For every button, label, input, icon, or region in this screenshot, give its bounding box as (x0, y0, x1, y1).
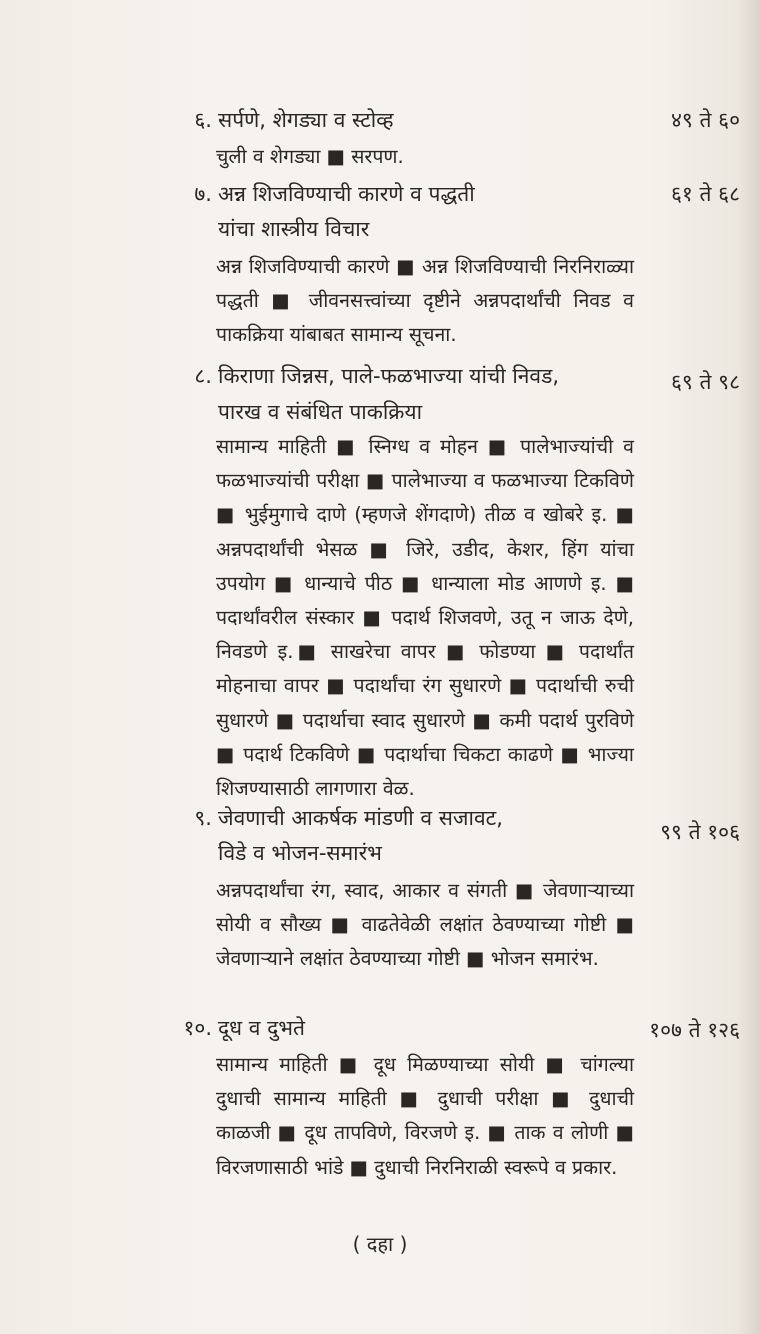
chapter-title: दूध व दुभते (218, 1016, 305, 1040)
chapter-title-line2: यांचा शास्त्रीय विचार (218, 217, 370, 241)
chapter-title-line2: विडे व भोजन-समारंभ (218, 841, 382, 865)
chapter-pages: ६१ ते ६८ (670, 182, 740, 206)
chapter-pages: ६९ ते ९८ (670, 370, 740, 394)
chapter-title: किराणा जिन्नस, पाले-फळभाज्या यांची निवड, (218, 364, 560, 388)
chapter-title-line2: पारख व संबंधित पाकक्रिया (218, 400, 423, 424)
chapter-number: १०. (183, 1016, 212, 1040)
chapter-number: ७. (194, 182, 212, 206)
chapter-description: सामान्य माहिती ■ स्निग्ध व मोहन ■ पालेभाज्यांची व फळभाज्यांची परीक्षा ■ पालेभाज्या व फळभाज्या टिकविणे ■ भुईमुगाचे दाणे (म्हणजे शेंगदाणे) तीळ व खोबरे इ. ■ अन्नपदार्थांची भेसळ ■ जिरे, उडीद, केशर, हिंग यांचा उपयोग ■ धान्याचे पीठ ■ धान्याला मोड आणणे इ. ■ पदार्थांवरील संस्कार ■ पदार्थ शिजवणे, उतू न जाऊ देणे, निवडणे इ.■ साखरेचा वापर ■ फोडण्या ■ पदार्थांत मोहनाचा वापर ■ पदार्थांचा रंग सुधारणे ■ पदार्थाची रुची सुधारणे ■ पदार्थाचा स्वाद सुधारणे ■ कमी पदार्थ पुरविणे ■ पदार्थ टिकविणे ■ पदार्थाचा चिकटा काढणे ■ भाज्या शिजण्यासाठी लागणारा वेळ. (216, 435, 634, 801)
chapter-description: चुली व शेगड्या ■ सरपण. (216, 145, 404, 168)
chapter-title: अन्न शिजविण्याची कारणे व पद्धती (218, 182, 475, 206)
chapter-pages: १०७ ते १२६ (649, 1018, 740, 1042)
chapter-title: जेवणाची आकर्षक मांडणी व सजावट, (218, 806, 503, 830)
chapter-description: अन्नपदार्थांचा रंग, स्वाद, आकार व संगती ■ जेवणाऱ्याच्या सोयी व सौख्य ■ वाढतेवेळी लक्षांत ठेवण्याच्या गोष्टी ■ जेवणाऱ्याने लक्षांत ठेवण्याच्या गोष्टी ■ भोजन समारंभ. (216, 879, 634, 971)
chapter-number: ९. (194, 806, 212, 830)
chapter-description: सामान्य माहिती ■ दूध मिळण्याच्या सोयी ■ चांगल्या दुधाची सामान्य माहिती ■ दुधाची परीक्षा ■ दुधाची काळजी ■ दूध तापविणे, विरजणे इ. ■ ताक व लोणी ■ विरजणासाठी भांडे ■ दुधाची निरनिराळी स्वरूपे व प्रकार. (216, 1053, 634, 1179)
chapter-title: सर्पणे, शेगड्या व स्टोव्ह (218, 108, 394, 132)
chapter-pages: ९९ ते १०६ (660, 820, 740, 844)
chapter-number: ८. (194, 364, 212, 388)
chapter-pages: ४९ ते ६० (670, 108, 740, 132)
chapter-description: अन्न शिजविण्याची कारणे ■ अन्न शिजविण्याची निरनिराळ्या पद्धती ■ जीवनसत्त्वांच्या दृष्टीने अन्नपदार्थांची निवड व पाकक्रिया यांबाबत सामान्य सूचना. (216, 255, 634, 347)
chapter-number: ६. (194, 108, 212, 132)
page-number: ( दहा ) (352, 1232, 408, 1256)
